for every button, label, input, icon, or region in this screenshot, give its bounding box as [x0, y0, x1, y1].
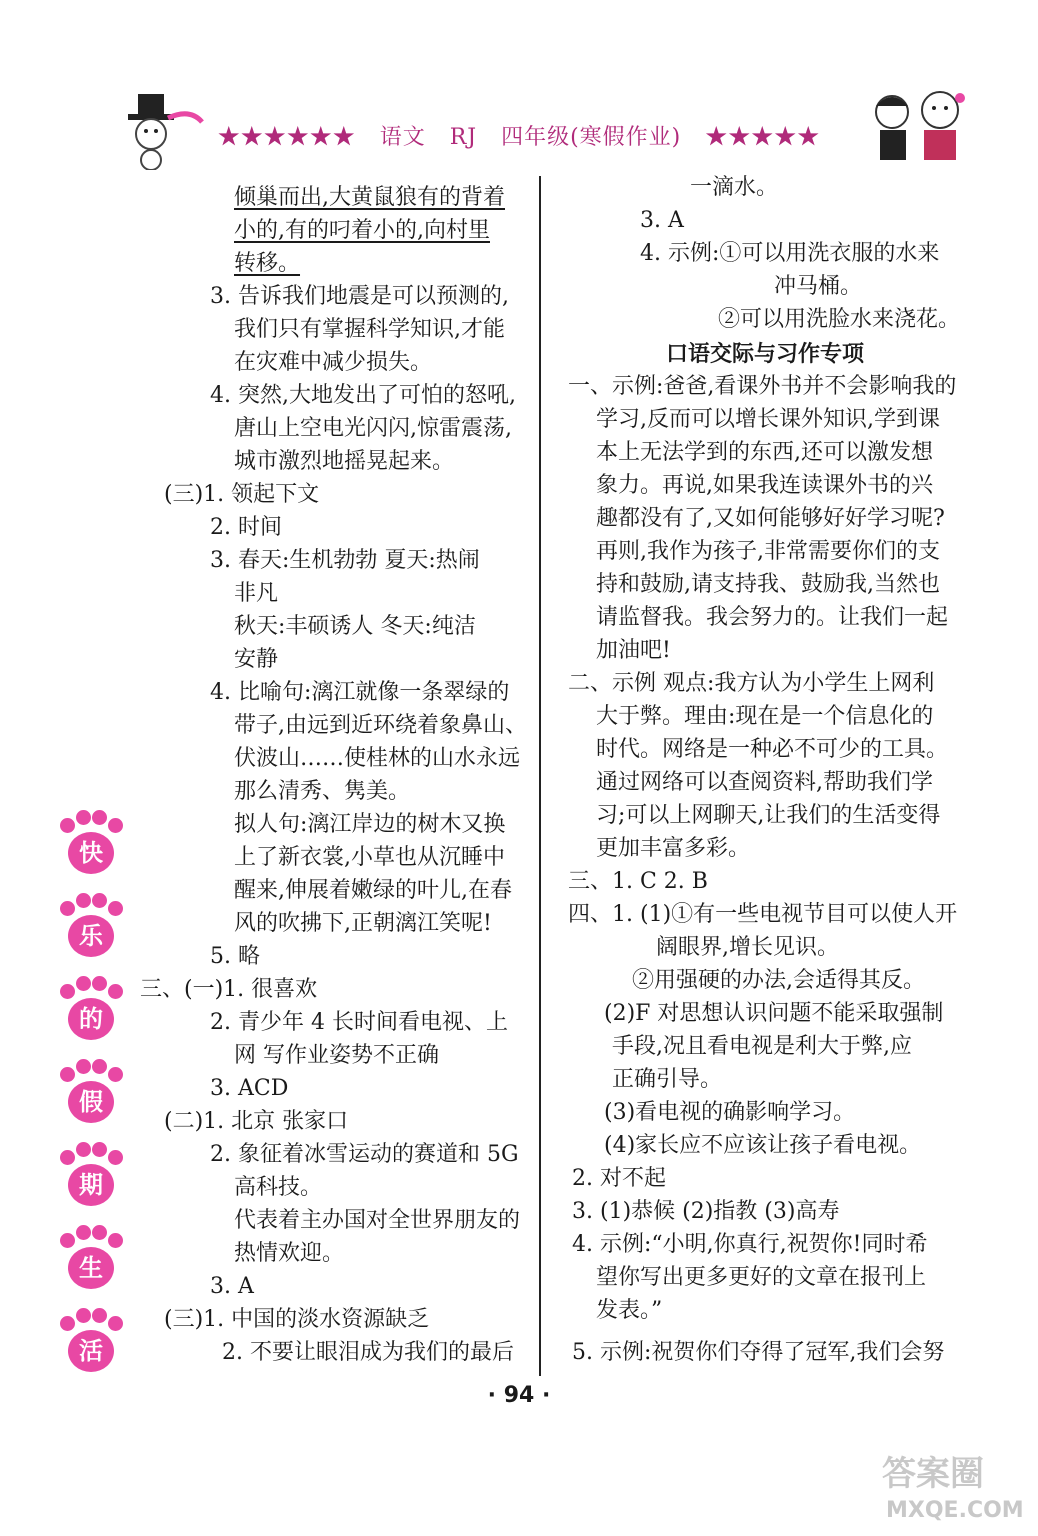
text-line: 阔眼界,增长见识。: [656, 935, 839, 960]
text-line: 请监督我。我会努力的。让我们一起: [596, 605, 949, 630]
text-line: 伏波山……使桂林的山水永远: [234, 746, 521, 771]
text-line: 拟人句:漓江岸边的树木又换: [234, 812, 506, 837]
paw-badge-char: 快: [68, 832, 114, 874]
text-line: 2. 青少年 4 长时间看电视、上: [210, 1010, 508, 1035]
text-line: 3. 春天:生机勃勃 夏天:热闹: [210, 548, 480, 573]
text-line: (二)1. 北京 张家口: [164, 1109, 349, 1134]
text-line: 秋天:丰硕诱人 冬天:纯洁: [234, 614, 476, 639]
text-line: 2. 象征着冰雪运动的赛道和 5G: [210, 1142, 519, 1167]
paw-badge-char: 期: [68, 1164, 114, 1206]
text-line: 更加丰富多彩。: [596, 836, 751, 861]
header-title: ★★★★★★ 语文 RJ 四年级(寒假作业) ★★★★★: [217, 125, 821, 150]
text-line: 城市激烈地摇晃起来。: [234, 449, 455, 474]
text-line: 4. 示例:①可以用洗衣服的水来: [640, 241, 940, 266]
text-line: 网 写作业姿势不正确: [234, 1043, 439, 1068]
text-line: 风的吹拂下,正朝漓江笑呢!: [234, 911, 492, 936]
text-line: 在灾难中减少损失。: [234, 350, 433, 375]
text-line: (2)F 对思想认识问题不能采取强制: [604, 1001, 944, 1026]
text-line: 2. 时间: [210, 515, 282, 540]
text-line: 二、示例 观点:我方认为小学生上网利: [568, 671, 935, 696]
paw-badge: [58, 1059, 124, 1129]
kids-right-icon: [862, 84, 972, 170]
text-line: 望你写出更多更好的文章在报刊上: [596, 1265, 927, 1290]
paw-badge-char: 假: [68, 1081, 114, 1123]
text-line: 热情欢迎。: [234, 1241, 345, 1266]
text-line: 趣都没有了,又如何能够好好学习呢?: [596, 506, 945, 531]
text-line: 学习,反而可以增长课外知识,学到课: [596, 407, 940, 432]
text-line: 一、示例:爸爸,看课外书并不会影响我的: [568, 374, 957, 399]
page-number: · 94 ·: [487, 1383, 551, 1408]
page-header: [0, 80, 1038, 170]
text-line: 再则,我作为孩子,非常需要你们的支: [596, 539, 940, 564]
text-line: 带子,由远到近环绕着象鼻山、: [234, 713, 527, 738]
text-line: 大于弊。理由:现在是一个信息化的: [596, 704, 934, 729]
paw-badge: [58, 1225, 124, 1295]
text-line: 持和鼓励,请支持我、鼓励我,当然也: [596, 572, 940, 597]
paw-badge: [58, 976, 124, 1046]
text-line: 代表着主办国对全世界朋友的: [234, 1208, 521, 1233]
text-line: ②用强硬的办法,会适得其反。: [632, 968, 925, 993]
text-line: 3. A: [640, 208, 684, 233]
section-heading: 口语交际与习作专项: [666, 341, 865, 367]
text-line: 上了新衣裳,小草也从沉睡中: [234, 845, 505, 870]
text-line: 四、1. (1)①有一些电视节目可以使人开: [568, 902, 958, 927]
paw-badge-char: 的: [68, 998, 114, 1040]
text-line: 时代。网络是一种必不可少的工具。: [596, 737, 949, 762]
paw-badge-char: 活: [68, 1330, 114, 1372]
text-line: 唐山上空电光闪闪,惊雷震荡,: [234, 416, 512, 441]
text-line: 4. 比喻句:漓江就像一条翠绿的: [210, 680, 510, 705]
paw-badge-char: 乐: [68, 915, 114, 957]
text-line: 3. A: [210, 1274, 254, 1299]
text-line: 象力。再说,如果我连读课外书的兴: [596, 473, 933, 498]
paw-badge: [58, 810, 124, 880]
text-line: 3. (1)恭候 (2)指教 (3)高寿: [572, 1199, 840, 1224]
text-line: 小的,有的叼着小的,向村里: [234, 218, 490, 243]
paw-badge-char: 生: [68, 1247, 114, 1289]
text-line: 非凡: [234, 581, 279, 606]
text-line: (3)看电视的确影响学习。: [604, 1100, 856, 1125]
watermark-line2: MXQE.COM: [886, 1498, 1024, 1523]
text-line: 醒来,伸展着嫩绿的叶儿,在春: [234, 878, 512, 903]
text-line: 三、(一)1. 很喜欢: [140, 977, 318, 1002]
text-line: 正确引导。: [612, 1067, 723, 1092]
text-line: ②可以用洗脸水来浇花。: [718, 307, 961, 332]
text-line: 5. 略: [210, 944, 260, 969]
text-line: 一滴水。: [690, 175, 779, 200]
text-line: 冲马桶。: [774, 274, 863, 299]
text-line: (三)1. 中国的淡水资源缺乏: [164, 1307, 430, 1332]
text-line: 加油吧!: [596, 638, 671, 663]
text-line: 那么清秀、隽美。: [234, 779, 411, 804]
text-line: 安静: [234, 647, 279, 672]
text-line: 5. 示例:祝贺你们夺得了冠军,我们会努: [572, 1340, 945, 1365]
column-divider: [539, 176, 541, 1376]
text-line: 通过网络可以查阅资料,帮助我们学: [596, 770, 933, 795]
paw-badge: [58, 893, 124, 963]
paw-badge: [58, 1308, 124, 1378]
text-line: 手段,况且看电视是利大于弊,应: [612, 1034, 912, 1059]
text-line: 3. ACD: [210, 1076, 289, 1101]
text-line: (4)家长应不应该让孩子看电视。: [604, 1133, 922, 1158]
text-line: 3. 告诉我们地震是可以预测的,: [210, 284, 509, 309]
text-line: 习;可以上网聊天,让我们的生活变得: [596, 803, 941, 828]
text-line: 4. 示例:“小明,你真行,祝贺你!同时希: [572, 1232, 928, 1257]
text-line: 高科技。: [234, 1175, 323, 1200]
text-line: 倾巢而出,大黄鼠狼有的背着: [234, 185, 505, 210]
text-line: 2. 不要让眼泪成为我们的最后: [222, 1340, 514, 1365]
text-line: 三、1. C 2. B: [568, 869, 708, 894]
text-line: 我们只有掌握科学知识,才能: [234, 317, 505, 342]
paw-badge: [58, 1142, 124, 1212]
text-line: 4. 突然,大地发出了可怕的怒吼,: [210, 383, 516, 408]
text-line: 本上无法学到的东西,还可以激发想: [596, 440, 933, 465]
text-line: 转移。: [234, 251, 301, 276]
text-line: 2. 对不起: [572, 1166, 666, 1191]
text-line: 发表。”: [596, 1298, 663, 1323]
watermark-logo: [876, 1445, 1026, 1525]
watermark-line1: 答案圈: [882, 1454, 984, 1494]
text-line: (三)1. 领起下文: [164, 482, 320, 507]
